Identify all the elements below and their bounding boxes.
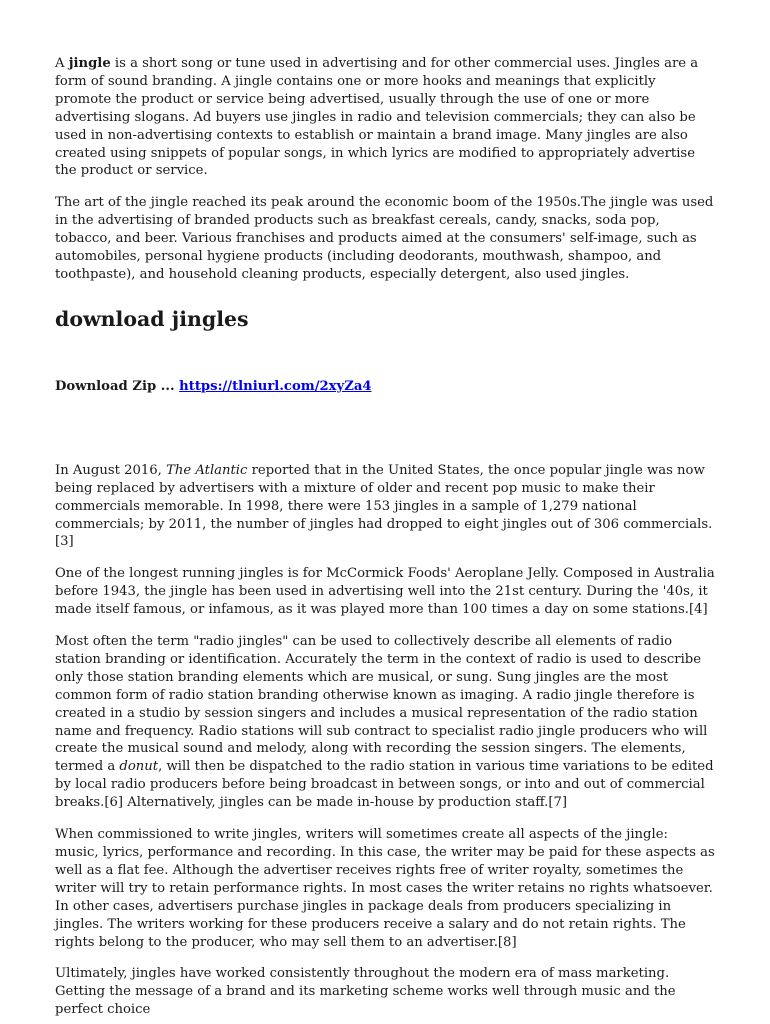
section-heading: download jingles: [55, 306, 249, 331]
jingle-term: jingle: [68, 56, 111, 71]
spacer: [55, 396, 715, 462]
download-label: Download Zip ...: [55, 378, 180, 394]
body-paragraph-commission: When commissioned to write jingles, writers will sometimes create all aspects of the jingle: music, lyrics, performance and recording. In this case, the writer may be paid for these aspects as well as a flat fee. Although the advertiser receives rights free of writer royalty, sometimes the writer will try to retain performance rights. In most cases the writer retains no rights whatsoever. In other cases, advertisers purchase jingles in package deals from producers specializing in jingles. The writers working for these producers receive a salary and do not retain rights. The rights belong to the producer, who may sell them to an advertiser.[8]: [55, 827, 715, 950]
donut-term: donut: [119, 759, 159, 775]
download-line: [55, 378, 715, 396]
intro-paragraph-2: The art of the jingle reached its peak around the economic boom of the 1950s.The jingle was used in the advertising of branded products such as breakfast cereals, candy, snacks, soda pop, tobacco, and beer. Various franchises and products aimed at the consumers' self-image, such as automobiles, personal hygiene products (including deodorants, mouthwash, shampoo, and toothpaste), and household cleaning products, especially detergent, also used jingles.: [55, 195, 714, 282]
download-link[interactable]: https://tlniurl.com/2xyZa4: [179, 378, 372, 394]
intro-lead: A: [55, 56, 69, 71]
intro-rest: is a short song or tune used in advertising and for other commercial uses. Jingles are a form of sound branding. A jingle contains one or more hooks and meanings that explicitly promote the product or service being advertised, usually through the use of one or more advertising slogans. Ad buyers use jingles in radio and television commercials; they can also be used in non-advertising contexts to establish or maintain a brand image. Many jingles are also created using snippets of popular songs, in which lyrics are modified to appropriately advertise the product or service.: [55, 56, 699, 179]
body-paragraph-radio: [55, 633, 715, 812]
atlantic-lead: In August 2016,: [55, 462, 167, 478]
radio-lead: Most often the term "radio jingles" can be used to collectively describe all elements of radio station branding or identification. Accurately the term in the context of radio is used to describe only those station branding elements which are musical, or sung. Sung jingles are the most common form of radio station branding otherwise known as imaging. A radio jingle therefore is created in a studio by session singers and includes a musical representation of the radio station name and frequency. Radio stations will sub contract to specialist radio jingle producers who will create the musical sound and melody, along with recording the session singers. The elements, termed a: [55, 634, 708, 775]
intro-paragraph-1: [55, 55, 715, 180]
radio-rest: , will then be dispatched to the radio station in various time variations to be edited by local radio producers before being broadcast in between songs, or into and out of commercial breaks.[6] Alternatively, jingles can be made in-house by production staff.[7]: [55, 759, 714, 811]
body-paragraph-mccormick: One of the longest running jingles is for McCormick Foods' Aeroplane Jelly. Composed in Australia before 1943, the jingle has been used in advertising well into the 21st century. During the '40s, it made itself famous, or infamous, as it was played more than 100 times a day on some stations.[4]: [55, 566, 715, 618]
body-paragraph-atlantic: [55, 462, 715, 552]
publication-name: The Atlantic: [166, 462, 248, 478]
atlantic-rest: reported that in the United States, the once popular jingle was now being replaced by advertisers with a mixture of older and recent pop music to make their commercials memorable. In 1998, there were 153 jingles in a sample of 1,279 national commercials; by 2011, the number of jingles had dropped to eight jingles out of 306 commercials.[3]: [55, 462, 713, 550]
body-paragraph-ultimately: Ultimately, jingles have worked consistently throughout the modern era of mass marketing. Getting the message of a brand and its marketing scheme works well through music and the perfect choice: [55, 966, 676, 1018]
